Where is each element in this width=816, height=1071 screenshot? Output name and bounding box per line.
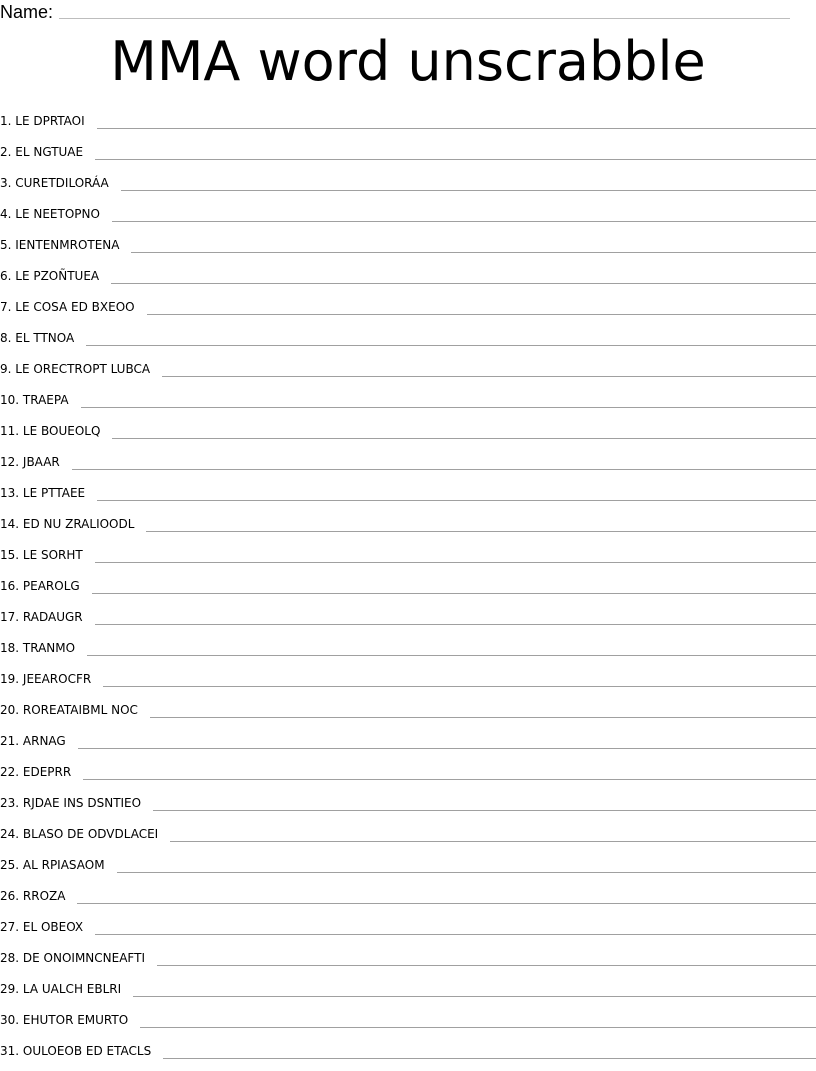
answer-line[interactable] <box>95 624 816 625</box>
list-item <box>0 916 816 947</box>
list-item <box>0 761 816 792</box>
list-item <box>0 389 816 420</box>
answer-line[interactable] <box>86 345 816 346</box>
scrambled-word: 28. DE ONOIMNCNEAFTI <box>0 951 145 965</box>
list-item <box>0 513 816 544</box>
scrambled-word: 6. LE PZOÑTUEA <box>0 269 100 283</box>
answer-line[interactable] <box>150 717 816 718</box>
answer-line[interactable] <box>95 159 816 160</box>
page-title: MMA word unscrabble <box>110 30 706 93</box>
name-row <box>0 0 790 22</box>
scrambled-word: 14. ED NU ZRALIOODL <box>0 517 135 531</box>
answer-line[interactable] <box>170 841 816 842</box>
name-answer-line[interactable] <box>59 2 790 19</box>
answer-line[interactable] <box>157 965 816 966</box>
scrambled-word: 16. PEAROLG <box>0 579 80 593</box>
scrambled-word: 27. EL OBEOX <box>0 920 84 934</box>
scrambled-word: 24. BLASO DE ODVDLACEI <box>0 827 159 841</box>
list-item <box>0 296 816 327</box>
scrambled-word: 31. OULOEOB ED ETACLS <box>0 1044 152 1058</box>
scrambled-word: 3. CURETDILORÁA <box>0 176 109 190</box>
answer-line[interactable] <box>95 562 816 563</box>
scrambled-word: 8. EL TTNOA <box>0 331 75 345</box>
scrambled-word: 17. RADAUGR <box>0 610 83 624</box>
list-item <box>0 544 816 575</box>
list-item <box>0 606 816 637</box>
list-item <box>0 668 816 699</box>
scrambled-word: 9. LE ORECTROPT LUBCA <box>0 362 151 376</box>
list-item <box>0 575 816 606</box>
scrambled-word: 4. LE NEETOPNO <box>0 207 100 221</box>
scrambled-word: 26. RROZA <box>0 889 66 903</box>
answer-line[interactable] <box>77 903 816 904</box>
list-item <box>0 854 816 885</box>
answer-line[interactable] <box>81 407 816 408</box>
answer-line[interactable] <box>112 438 816 439</box>
answer-line[interactable] <box>147 314 816 315</box>
answer-line[interactable] <box>92 593 816 594</box>
list-item <box>0 792 816 823</box>
scrambled-word: 7. LE COSA ED BXEOO <box>0 300 135 314</box>
list-item <box>0 141 816 172</box>
list-item <box>0 172 816 203</box>
name-label: Name: <box>0 2 54 22</box>
scrambled-word: 20. ROREATAIBML NOC <box>0 703 138 717</box>
list-item <box>0 358 816 389</box>
list-item <box>0 978 816 1009</box>
answer-line[interactable] <box>103 686 816 687</box>
scrambled-word: 22. EDEPRR <box>0 765 72 779</box>
scrambled-word: 29. LA UALCH EBLRI <box>0 982 122 996</box>
answer-line[interactable] <box>140 1027 816 1028</box>
list-item <box>0 699 816 730</box>
list-item <box>0 110 816 141</box>
answer-line[interactable] <box>117 872 816 873</box>
answer-line[interactable] <box>146 531 816 532</box>
scrambled-word: 21. ARNAG <box>0 734 66 748</box>
scrambled-word: 5. IENTENMROTENA <box>0 238 120 252</box>
scrambled-word: 19. JEEAROCFR <box>0 672 92 686</box>
list-item <box>0 730 816 761</box>
scrambled-word: 30. EHUTOR EMURTO <box>0 1013 129 1027</box>
list-item <box>0 265 816 296</box>
answer-line[interactable] <box>133 996 816 997</box>
answer-line[interactable] <box>131 252 816 253</box>
scrambled-word: 11. LE BOUEOLQ <box>0 424 101 438</box>
answer-line[interactable] <box>162 376 816 377</box>
scrambled-word: 1. LE DPRTAOI <box>0 114 85 128</box>
scrambled-word: 13. LE PTTAEE <box>0 486 86 500</box>
scrambled-word: 23. RJDAE INS DSNTIEO <box>0 796 142 810</box>
list-item <box>0 203 816 234</box>
scrambled-word: 10. TRAEPA <box>0 393 69 407</box>
scrambled-word: 15. LE SORHT <box>0 548 83 562</box>
list-item <box>0 885 816 916</box>
list-item <box>0 482 816 513</box>
answer-line[interactable] <box>121 190 816 191</box>
list-item <box>0 637 816 668</box>
answer-line[interactable] <box>163 1058 816 1059</box>
answer-line[interactable] <box>95 934 816 935</box>
scrambled-word: 18. TRANMO <box>0 641 76 655</box>
list-item <box>0 823 816 854</box>
list-item <box>0 947 816 978</box>
list-item <box>0 451 816 482</box>
word-list <box>0 110 816 1071</box>
answer-line[interactable] <box>72 469 816 470</box>
answer-line[interactable] <box>97 128 816 129</box>
answer-line[interactable] <box>87 655 816 656</box>
scrambled-word: 25. AL RPIASAOM <box>0 858 105 872</box>
scrambled-word: 2. EL NGTUAE <box>0 145 84 159</box>
answer-line[interactable] <box>153 810 816 811</box>
list-item <box>0 327 816 358</box>
answer-line[interactable] <box>83 779 816 780</box>
list-item <box>0 1009 816 1040</box>
list-item <box>0 420 816 451</box>
scrambled-word: 12. JBAAR <box>0 455 60 469</box>
answer-line[interactable] <box>111 283 816 284</box>
answer-line[interactable] <box>112 221 816 222</box>
answer-line[interactable] <box>78 748 816 749</box>
answer-line[interactable] <box>97 500 816 501</box>
list-item <box>0 234 816 265</box>
